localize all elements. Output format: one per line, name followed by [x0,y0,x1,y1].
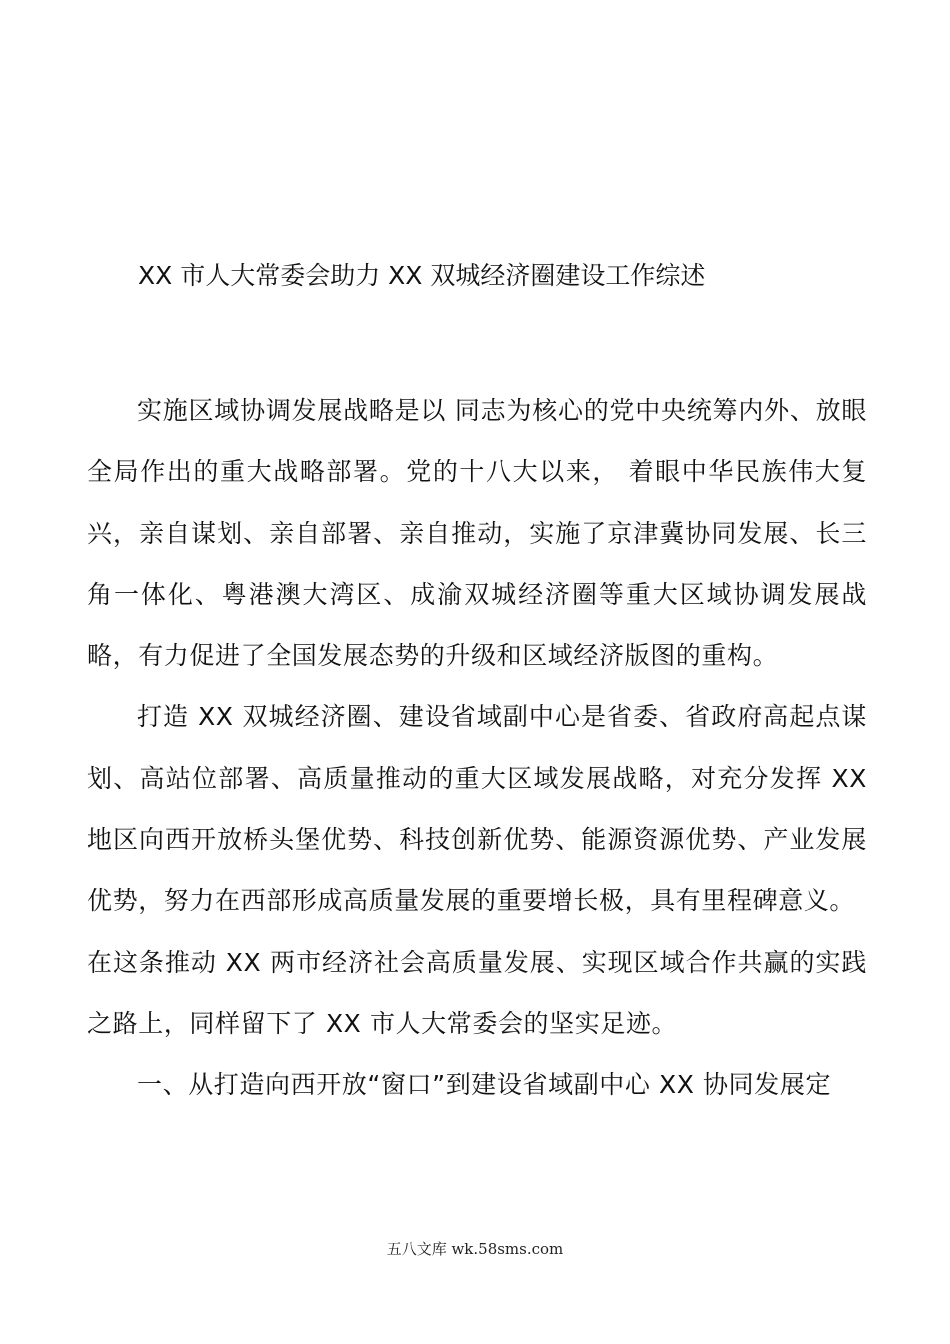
section-heading-one: 一、从打造向西开放“窗口”到建设省域副中心 XX 协同发展定 [137,1070,832,1100]
paragraph-footprint: 在这条推动 XX 两市经济社会高质量发展、实现区域合作共赢的实践之路上，同样留下了 XX 市人大常委会的坚实足迹。 [87,947,867,1038]
paragraph-strategy: 打造 XX 双城经济圈、建设省域副中心是省委、省政府高起点谋划、高站位部署、高质量推动的重大区域发展战略，对充分发挥 XX 地区向西开放桥头堡优势、科技创新优势、能源资源优势、产业发展优势，努力在西部形成高质量发展的重要增长极，具有里程碑意义。 [87,702,867,916]
document-title: XX 市人大常委会助力 XX 双城经济圈建设工作综述 [138,261,706,290]
footer-watermark: 五八文库 wk.58sms.com [386,1240,564,1258]
paragraph-intro: 实施区域协调发展战略是以 同志为核心的党中央统筹内外、放眼全局作出的重大战略部署。党的十八大以来， 着眼中华民族伟大复兴，亲自谋划、亲自部署、亲自推动，实施了京津冀协同发展、长三角一体化、粤港澳大湾区、成渝双城经济圈等重大区域协调发展战略，有力促进了全国发展态势的升级和区域经济版图的重构。 [87,396,867,671]
document-body [87,380,867,1116]
